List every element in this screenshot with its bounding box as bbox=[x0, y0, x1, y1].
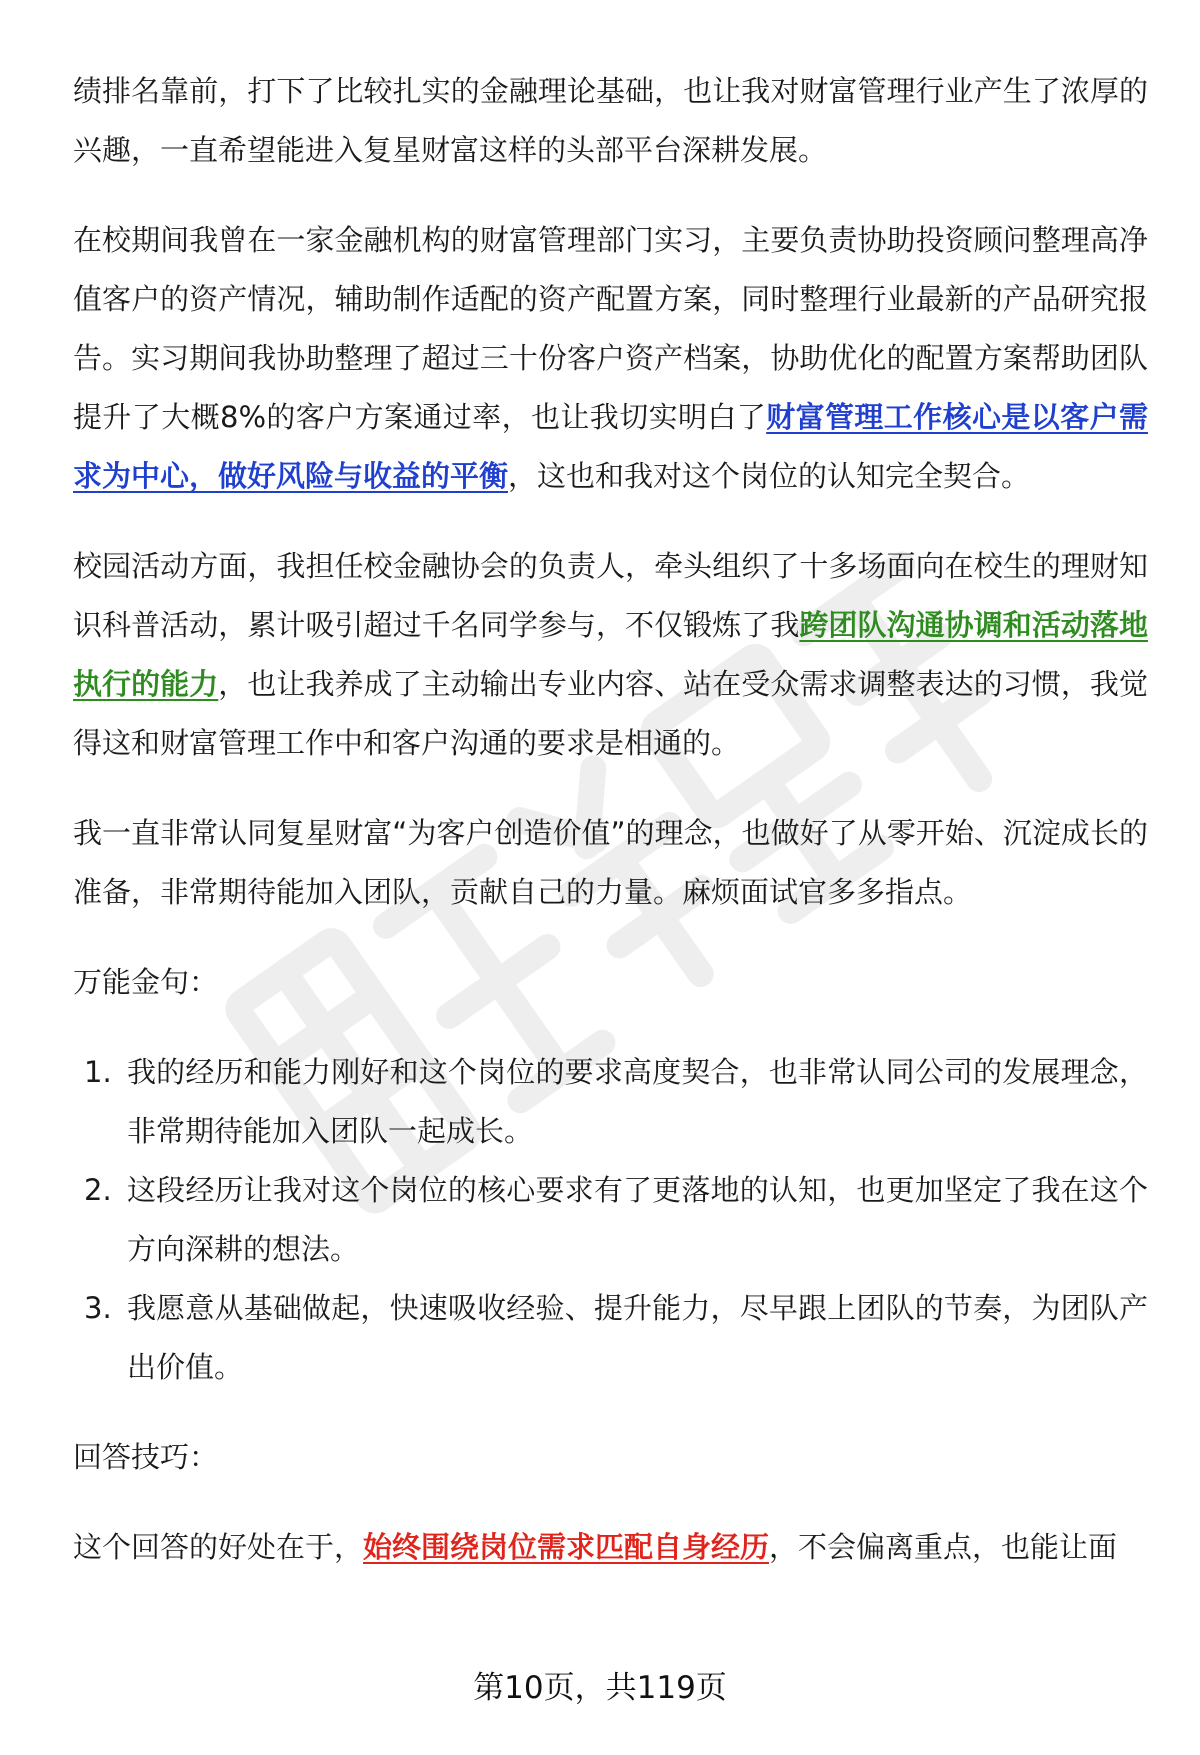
tips-heading: 回答技巧： bbox=[73, 1440, 219, 1474]
paragraph-tips bbox=[73, 1518, 1148, 1577]
list-item bbox=[73, 1161, 1148, 1279]
paragraph-text: 这个回答的好处在于， bbox=[73, 1530, 364, 1564]
highlight-green-phrase: 跨团队沟通协调和活动落地执行的能力 bbox=[73, 608, 1148, 701]
golden-sentences-list bbox=[73, 1043, 1148, 1397]
highlight-red-phrase: 始终围绕岗位需求匹配自身经历 bbox=[363, 1530, 770, 1564]
list-item-text: 我的经历和能力刚好和这个岗位的要求高度契合，也非常认同公司的发展理念，非常期待能加入团队一起成长。 bbox=[127, 1055, 1148, 1148]
paragraph-text: 我一直非常认同复星财富“为客户创造价值”的理念，也做好了从零开始、沉淀成长的准备，非常期待能加入团队，贡献自己的力量。麻烦面试官多多指点。 bbox=[73, 816, 1148, 909]
golden-sentences-heading: 万能金句： bbox=[73, 965, 219, 999]
paragraph-text: ，这也和我对这个岗位的认知完全契合。 bbox=[508, 459, 1031, 493]
paragraph-text: 校园活动方面，我担任校金融协会的负责人，牵头组织了十多场面向在校生的理财知识科普活动，累计吸引超过千名同学参与，不仅锻炼了我 bbox=[73, 549, 1148, 642]
paragraph-text: ，不会偏离重点，也能让面 bbox=[769, 1530, 1118, 1564]
paragraph-text: ，也让我养成了主动输出专业内容、站在受众需求调整表达的习惯，我觉得这和财富管理工作中和客户沟通的要求是相通的。 bbox=[73, 667, 1148, 760]
paragraph-education bbox=[73, 62, 1148, 180]
highlight-blue-phrase: 财富管理工作核心是以客户需求为中心，做好风险与收益的平衡 bbox=[73, 400, 1148, 493]
list-item bbox=[73, 1279, 1148, 1397]
paragraph-campus-activities bbox=[73, 537, 1148, 773]
paragraph-internship bbox=[73, 211, 1148, 506]
list-number: 2. bbox=[84, 1173, 112, 1207]
list-item bbox=[73, 1043, 1148, 1161]
list-number: 3. bbox=[84, 1291, 112, 1325]
paragraph-closing bbox=[73, 804, 1148, 922]
page-number-footer: 第10页，共119页 bbox=[473, 1670, 727, 1706]
list-item-text: 这段经历让我对这个岗位的核心要求有了更落地的认知，也更加坚定了我在这个方向深耕的想法。 bbox=[127, 1173, 1148, 1266]
list-number: 1. bbox=[84, 1055, 112, 1089]
paragraph-text: 在校期间我曾在一家金融机构的财富管理部门实习，主要负责协助投资顾问整理高净值客户的资产情况，辅助制作适配的资产配置方案，同时整理行业最新的产品研究报告。实习期间我协助整理了超过三十份客户资产档案，协助优化的配置方案帮助团队提升了大概8%的客户方案通过率，也让我切实明白了 bbox=[73, 223, 1148, 434]
paragraph-text: 绩排名靠前，打下了比较扎实的金融理论基础，也让我对财富管理行业产生了浓厚的兴趣，一直希望能进入复星财富这样的头部平台深耕发展。 bbox=[73, 74, 1148, 167]
list-item-text: 我愿意从基础做起，快速吸收经验、提升能力，尽早跟上团队的节奏，为团队产出价值。 bbox=[127, 1291, 1148, 1384]
document-body bbox=[73, 62, 1148, 1608]
